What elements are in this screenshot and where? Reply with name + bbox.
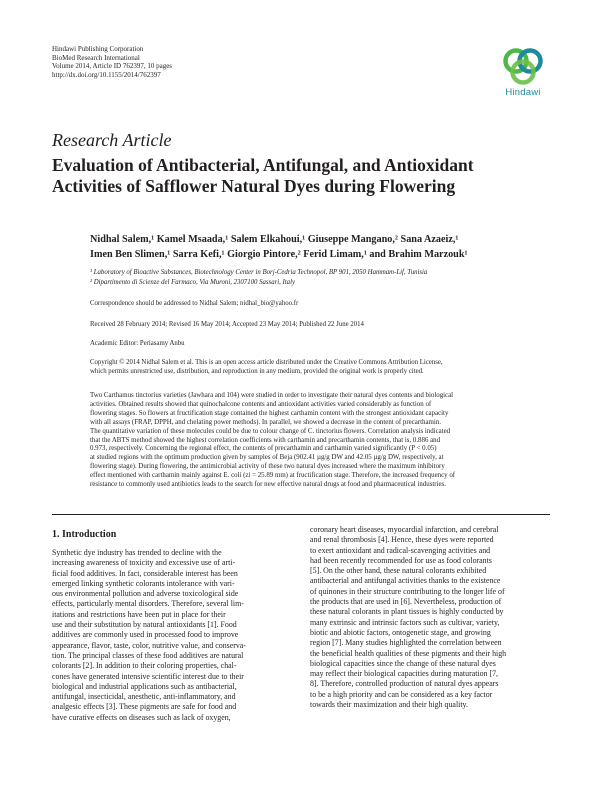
abstract-line: The quantitative variation of these molecules could be due to colour change of C. tinctorius flowers. Correlation analysis indicated	[90, 427, 451, 435]
authors-line-2: Imen Ben Slimen,¹ Sarra Kefi,¹ Giorgio Pintore,² Ferid Limam,¹ and Brahim Marzouk¹	[90, 248, 468, 260]
volume-line: Volume 2014, Article ID 762397, 10 pages	[52, 62, 173, 71]
publication-info	[52, 45, 172, 79]
body-line: cones have generated intensive scientific interest due to their	[52, 671, 244, 681]
article-dates: Received 28 February 2014; Revised 16 May 2014; Accepted 23 May 2014; Published 22 June 2014	[90, 321, 364, 328]
body-line: have curative effects on diseases such as lack of oxygen,	[52, 712, 231, 722]
doi-link[interactable]: http://dx.doi.org/10.1155/2014/762397	[52, 70, 161, 79]
body-line: to be a high priority and can be considered as a key factor	[310, 689, 493, 699]
body-column-left	[52, 548, 292, 723]
body-line: to exert antioxidant and radical-scavenging activities and	[310, 545, 491, 555]
abstract	[90, 392, 550, 490]
abstract-line: with all assays (FRAP, DPPH, and chelating power methods). In parallel, we showed a decrease in the content of precarthamin.	[90, 418, 441, 426]
body-line: increasing awareness of toxicity and excessive use of arti-	[52, 558, 236, 568]
body-line: coronary heart diseases, myocardial infarction, and cerebral	[310, 525, 499, 534]
hindawi-logo	[497, 46, 549, 98]
logo-wordmark: Hindawi	[505, 87, 541, 98]
body-line: many extrinsic and intrinsic factors such as cultivar, variety,	[310, 617, 500, 627]
authors-line-1: Nidhal Salem,¹ Kamel Msaada,¹ Salem Elkahoui,¹ Giuseppe Mangano,² Sana Azaeiz,¹	[90, 234, 459, 245]
body-line: these natural colorants in plant tissues is highly conducted by	[310, 607, 504, 617]
body-line: colorants [2]. In addition to their coloring properties, chal-	[52, 661, 237, 671]
body-line: the beneficial health qualities of these pigments and their high	[310, 648, 507, 658]
abstract-line: effect mentioned with carthamin mainly against E. coli (zi = 25.89 mm) at fructification stage. Therefore, the increased frequency of	[90, 472, 456, 480]
abstract-line: flowering stage). During flowering, the antimicrobial activity of these two natural dyes increased where the maximum inhibitory	[90, 463, 445, 471]
body-line: biological and industrial applications such as antibacterial,	[52, 681, 237, 691]
body-line: the products that are used in [6]. Nevertheless, production of	[310, 597, 502, 607]
body-line: [5]. On the other hand, these natural colorants exhibited	[310, 566, 487, 576]
affiliation-2: ² Dipartimento di Scienze del Farmaco, Via Muroni, 2307100 Sassari, Italy	[90, 278, 295, 286]
journal-name: BioMed Research International	[52, 53, 140, 62]
body-line: 8]. Therefore, controlled production of natural dyes appears	[310, 679, 499, 689]
body-line: towards their maximization and their high quality.	[310, 700, 468, 710]
body-line: antifungal, insecticidal, anesthetic, anti-inflammatory, and	[52, 692, 236, 702]
body-line: itations and restrictions have been put in place for their	[52, 609, 226, 619]
copyright-line: Copyright © 2014 Nidhal Salem et al. This is an open access article distributed under the Creative Commons Attribution License,	[90, 359, 443, 366]
body-line: and renal thrombosis [4]. Hence, these dyes were reported	[310, 535, 494, 545]
body-line: appearance, flavor, taste, color, nutritive value, and conserva-	[52, 640, 246, 650]
body-line: of quinones in their structure contributing to the longer life of	[310, 586, 505, 596]
title-line-2: Activities of Safflower Natural Dyes during Flowering	[52, 175, 456, 196]
affiliation-1: ¹ Laboratory of Bioactive Substances, Biotechnology Center in Borj-Cedria Technopol, BP 901, 2050 Hammam-Lif, Tunisia	[90, 269, 428, 276]
section-heading: 1. Introduction	[52, 529, 117, 540]
publisher-name: Hindawi Publishing Corporation	[52, 45, 144, 53]
copyright-line: which permits unrestricted use, distribution, and reproduction in any medium, provided the original work is properly cited.	[90, 368, 424, 376]
body-line: tion. The principal classes of these food additives are natural	[52, 650, 244, 660]
correspondence: Correspondence should be addressed to Nidhal Salem; nidhal_bio@yahoo.fr	[90, 300, 299, 307]
body-line: biotic and abiotic factors, ontogenetic stage, and growing	[310, 627, 491, 637]
abstract-line: flowering stages. So flowers at fructification stage contained the highest carthamin content with the strongest antioxidant capacity	[90, 409, 449, 417]
body-line: biological capacities since the change of these natural dyes	[310, 658, 496, 668]
body-line: effects, particularly mental disorders. Therefore, several lim-	[52, 599, 244, 609]
hindawi-rings-icon	[501, 46, 545, 86]
body-line: emerged linking synthetic colorants intolerance with vari-	[52, 578, 235, 588]
abstract-line: 0.973, respectively. Concerning the regional effect, the contents of precarthamin and carthamin varied significantly (P < 0.05)	[90, 445, 437, 453]
body-line: had been recently recommended for use as food colorants	[310, 555, 492, 565]
body-line: use and their substitution by natural antioxidants [1]. Food	[52, 620, 237, 630]
article-title	[52, 155, 562, 196]
article-type: Research Article	[52, 130, 172, 150]
body-line: additives are commonly used in processed food to improve	[52, 630, 239, 640]
body-line: analgesic effects [3]. These pigments are safe for food and	[52, 702, 237, 712]
abstract-line: that the ABTS method showed the highest correlation coefficients with carthamin and precarthamin contents, that is, 0.886 and	[90, 436, 441, 444]
body-line: region [7]. Many studies highlighted the correlation between	[310, 638, 502, 648]
body-line: ficial food additives. In fact, considerable interest has been	[52, 568, 238, 578]
body-line: ous environmental pollution and adverse toxicological side	[52, 589, 239, 599]
copyright-notice	[90, 358, 550, 376]
body-line: antibacterial and antifungal activities thanks to the existence	[310, 576, 501, 586]
abstract-line: activities. Obtained results showed that quinochalcone contents and antioxidant activities varied considerably as function of	[90, 400, 432, 408]
body-line: Synthetic dye industry has trended to decline with the	[52, 548, 222, 557]
section-divider	[52, 514, 550, 515]
body-line: may reflect their biological capacities during maturation [7,	[310, 669, 498, 679]
academic-editor: Academic Editor: Periasamy Anbu	[90, 340, 185, 347]
affiliations	[90, 268, 560, 287]
abstract-line: at studied regions with the optimum production given by samples of Beja (902.41 µg/g DW and 42.05 µg/g DW, respectively, at	[90, 454, 444, 462]
body-column-right	[310, 525, 550, 710]
abstract-line: Two Carthamus tinctorius varieties (Jawhara and 104) were studied in order to investigate their natural dyes contents and biological	[90, 392, 454, 399]
abstract-line: resistance to commonly used antibiotics leads to the search for new effective natural drugs at food and pharmaceutical industries.	[90, 481, 446, 489]
author-list	[90, 233, 560, 262]
title-line-1: Evaluation of Antibacterial, Antifungal, and Antioxidant	[52, 155, 474, 175]
